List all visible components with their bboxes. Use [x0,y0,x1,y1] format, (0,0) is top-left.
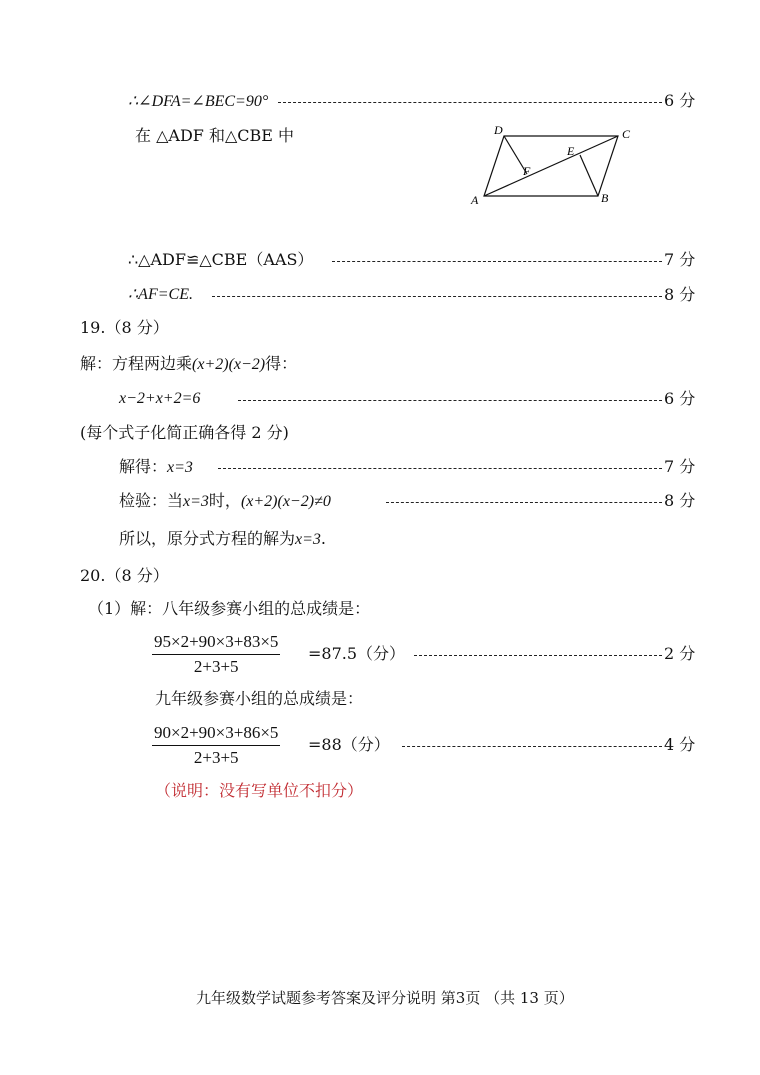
q20-note: （说明：没有写单位不扣分） [155,781,364,800]
label-E: E [567,144,575,158]
q19-check-text: 检验：当 [119,491,184,510]
q19-solve-text: 解得： [119,457,168,476]
q19-line-solve [119,456,193,479]
score-7: 7 分 [664,250,696,269]
leader-dots [386,502,662,503]
q20-fraction-grade8 [152,632,280,677]
score-6: 6 分 [664,389,696,408]
q19-line-equation: x−2+x+2=6 [119,390,201,407]
q19-check-mid: 时， [208,491,241,510]
q20-result-grade9: =88（分） [308,735,390,754]
score-7: 7 分 [664,457,696,476]
leader-dots [332,261,662,262]
score-2: 2 分 [664,644,696,663]
leader-dots [218,468,662,469]
score-4: 4 分 [664,735,696,754]
label-F: F [523,164,531,178]
q18-line-congruent: ∴△ADF≌△CBE（AAS） [128,250,314,269]
q19-check-expr2: (x+2)(x−2)≠0 [240,493,331,510]
leader-dots [402,746,662,747]
q19-line-multiply [80,353,297,376]
score-8: 8 分 [664,285,696,304]
leader-dots [238,400,662,401]
q19-solve-expr: x=3 [167,459,193,476]
q19-multiply-text: 解：方程两边乘 [80,354,193,373]
parallelogram-figure [465,120,640,215]
label-D: D [494,123,503,137]
q18-line-angles: ∴∠DFA=∠BEC=90° [128,93,269,110]
q19-answer-text: 所以，原分式方程的解为 [119,529,296,548]
q18-line-conclusion: ∴AF=CE. [128,286,193,303]
leader-dots [414,655,662,656]
score-8: 8 分 [664,491,696,510]
label-C: C [622,127,631,141]
q19-answer-expr: x=3 [295,531,321,548]
q18-line-in-triangles: 在 △ADF 和△CBE 中 [135,126,295,145]
q19-line-answer [119,528,326,551]
q20-fraction-grade9 [152,723,280,768]
page-footer: 九年级数学试题参考答案及评分说明 第3页 （共 13 页） [196,989,574,1007]
q20-result-grade8: =87.5（分） [308,644,406,663]
q20-line-grade9: 九年级参赛小组的总成绩是： [155,689,364,708]
q19-check-expr1: x=3 [183,493,209,510]
fraction-numerator: 95×2+90×3+83×5 [152,632,280,655]
q19-note: (每个式子化简正确各得 2 分) [80,423,289,442]
q20-line-grade8: （1）解：八年级参赛小组的总成绩是： [88,599,371,618]
q19-header: 19.（8 分） [80,318,169,337]
leader-dots [212,296,662,297]
q20-header: 20.（8 分） [80,566,169,585]
fraction-denominator: 2+3+5 [193,657,239,676]
q19-multiply-suffix: 得： [265,354,298,373]
fraction-numerator: 90×2+90×3+86×5 [152,723,280,746]
q19-line-check [119,490,331,513]
label-A: A [471,193,479,207]
q19-multiply-expr: (x+2)(x−2) [192,356,266,373]
q19-answer-suffix: . [320,529,327,548]
leader-dots [278,102,662,103]
score-6: 6 分 [664,91,696,110]
fraction-denominator: 2+3+5 [193,748,239,767]
label-B: B [601,191,609,205]
